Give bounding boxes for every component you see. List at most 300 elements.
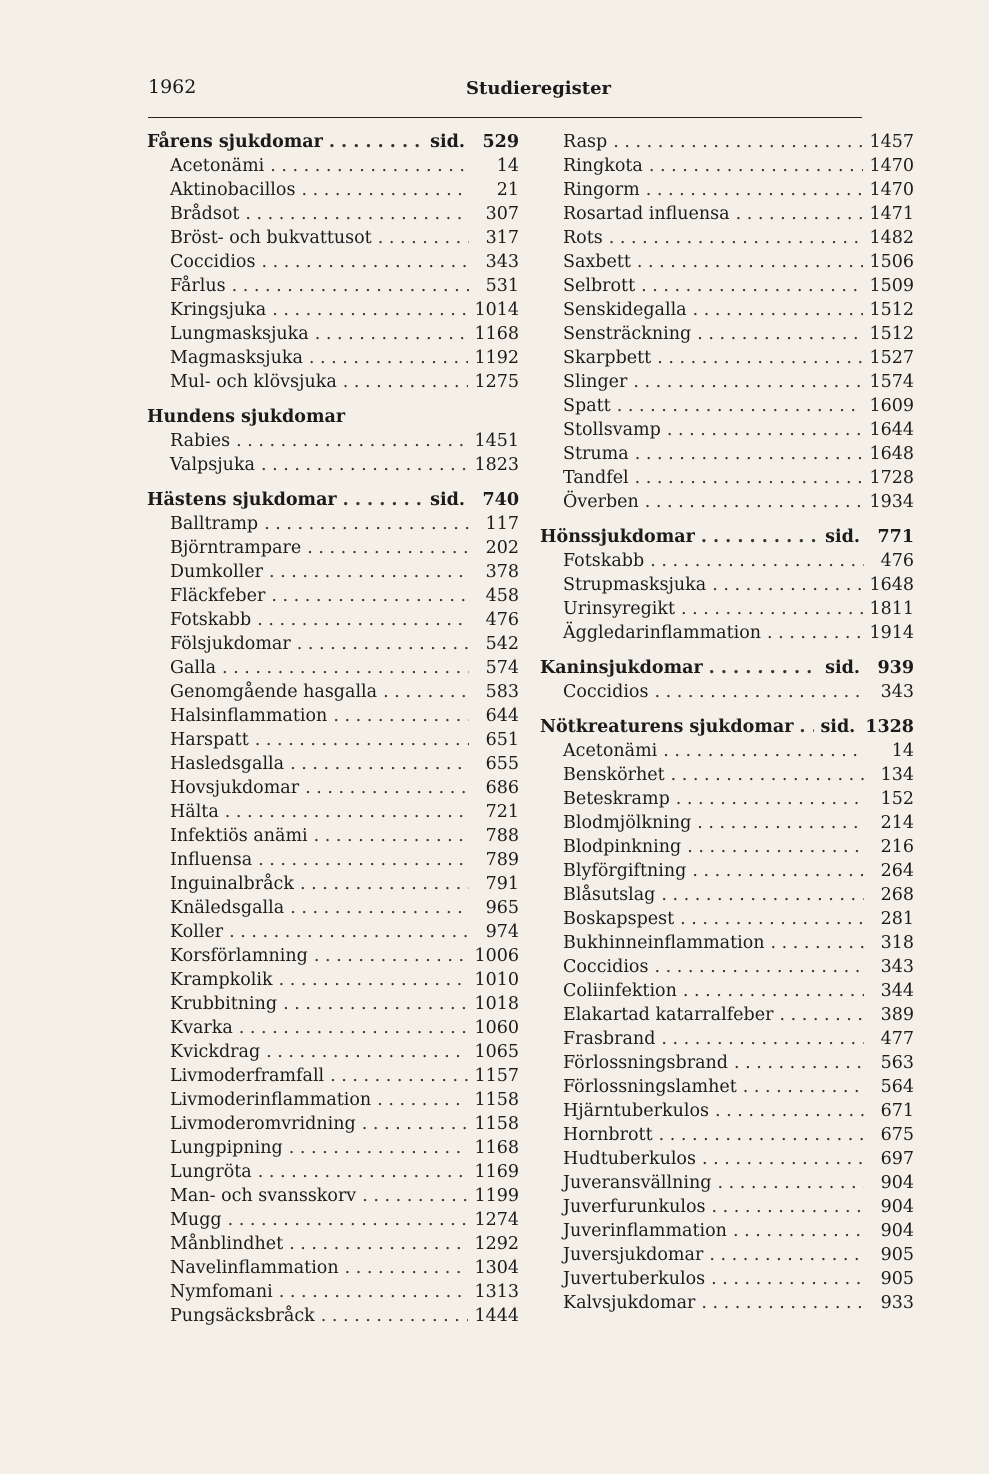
entry-page-number: 476 xyxy=(880,551,914,571)
index-entry xyxy=(147,202,519,226)
index-entry xyxy=(147,1136,519,1160)
entry-page-number: 1157 xyxy=(474,1066,519,1086)
index-entry xyxy=(540,1291,914,1315)
index-entry xyxy=(540,1147,914,1171)
dot-leader xyxy=(681,597,863,621)
index-entry xyxy=(147,1160,519,1184)
section-heading-hundens-sjukdomar xyxy=(147,405,519,429)
entry-page-number: 1158 xyxy=(474,1090,519,1110)
entry-page-number: 531 xyxy=(485,276,519,296)
entry-page-number: 1018 xyxy=(474,994,519,1014)
dot-leader xyxy=(261,453,468,477)
section-heading-hastens-sjukdomar xyxy=(147,488,519,512)
entry-page-number: 697 xyxy=(880,1149,914,1169)
entry-page-number: 1199 xyxy=(474,1186,519,1206)
entry-page-number: 1506 xyxy=(869,252,914,272)
dot-leader xyxy=(343,370,469,394)
entry-page-number: 152 xyxy=(880,789,914,809)
entry-label: Coliinfektion xyxy=(563,981,677,1001)
entry-label: Balltramp xyxy=(170,514,259,534)
entry-label: Inguinalbråck xyxy=(170,874,294,894)
entry-page-number: 1728 xyxy=(869,468,914,488)
index-section xyxy=(147,130,519,394)
index-entry xyxy=(147,848,519,872)
entry-label: Acetonämi xyxy=(563,741,658,761)
entry-label: Lungmasksjuka xyxy=(170,324,309,344)
entry-label: Krubbitning xyxy=(170,994,278,1014)
index-entry xyxy=(540,418,914,442)
entry-label: Coccidios xyxy=(170,252,256,272)
entry-label: Dumkoller xyxy=(170,562,263,582)
entry-label: Juversjukdomar xyxy=(563,1245,704,1265)
index-entry xyxy=(147,560,519,584)
index-entry xyxy=(147,968,519,992)
section-page-number: 529 xyxy=(482,132,519,152)
entry-label: Hasledsgalla xyxy=(170,754,285,774)
index-entry xyxy=(540,1219,914,1243)
entry-label: Blyförgiftning xyxy=(563,861,687,881)
entry-page-number: 1065 xyxy=(474,1042,519,1062)
dot-leader xyxy=(687,835,864,859)
entry-page-number: 904 xyxy=(880,1197,914,1217)
section-title: Hundens sjukdomar xyxy=(147,407,346,427)
dot-leader xyxy=(362,1184,468,1208)
index-entry xyxy=(147,872,519,896)
index-entry xyxy=(147,896,519,920)
dot-leader xyxy=(236,429,468,453)
dot-leader xyxy=(239,1016,469,1040)
dot-leader xyxy=(297,632,469,656)
index-entry xyxy=(147,250,519,274)
entry-page-number: 117 xyxy=(485,514,519,534)
dot-leader xyxy=(290,752,469,776)
entry-label: Skarpbett xyxy=(563,348,652,368)
entry-label: Överben xyxy=(563,492,639,512)
dot-leader xyxy=(261,250,469,274)
index-entry xyxy=(147,656,519,680)
entry-label: Livmoderframfall xyxy=(170,1066,325,1086)
dot-leader xyxy=(711,1267,864,1291)
dot-leader xyxy=(245,202,469,226)
entry-page-number: 651 xyxy=(485,730,519,750)
index-entry xyxy=(147,1088,519,1112)
entry-label: Selbrott xyxy=(563,276,636,296)
index-entry xyxy=(540,1099,914,1123)
sid-label: sid. xyxy=(430,132,465,152)
index-entry xyxy=(147,920,519,944)
entry-page-number: 1823 xyxy=(474,455,519,475)
index-entry xyxy=(540,442,914,466)
dot-leader xyxy=(232,274,469,298)
dot-leader xyxy=(743,1075,864,1099)
dot-leader xyxy=(271,584,469,608)
index-entry xyxy=(540,1267,914,1291)
index-column-right xyxy=(540,130,914,1326)
entry-label: Kvarka xyxy=(170,1018,233,1038)
index-entry xyxy=(540,1243,914,1267)
entry-label: Mul- och klövsjuka xyxy=(170,372,337,392)
entry-label: Bröst- och bukvattusot xyxy=(170,228,372,248)
entry-label: Livmoderomvridning xyxy=(170,1114,356,1134)
entry-label: Man- och svansskorv xyxy=(170,1186,357,1206)
entry-label: Pungsäcksbråck xyxy=(170,1306,315,1326)
index-entry xyxy=(147,1184,519,1208)
index-entry xyxy=(540,573,914,597)
index-entry xyxy=(540,811,914,835)
index-entry xyxy=(540,1171,914,1195)
entry-page-number: 1509 xyxy=(869,276,914,296)
entry-page-number: 1914 xyxy=(869,623,914,643)
dot-leader xyxy=(279,1280,469,1304)
index-section xyxy=(147,405,519,477)
dot-leader xyxy=(649,154,864,178)
dot-leader xyxy=(676,787,864,811)
dot-leader xyxy=(693,298,864,322)
entry-label: Coccidios xyxy=(563,682,649,702)
index-entry xyxy=(540,1075,914,1099)
entry-page-number: 655 xyxy=(485,754,519,774)
index-entry xyxy=(540,346,914,370)
entry-label: Hovsjukdomar xyxy=(170,778,300,798)
entry-label: Juveransvällning xyxy=(563,1173,712,1193)
dot-leader xyxy=(709,1243,864,1267)
dot-leader xyxy=(733,1219,864,1243)
index-entry xyxy=(540,835,914,859)
dot-leader xyxy=(736,202,864,226)
section-page-number: 939 xyxy=(877,658,914,678)
dot-leader xyxy=(345,1256,469,1280)
dot-leader xyxy=(709,656,819,680)
entry-label: Valpsjuka xyxy=(170,455,255,475)
section-heading-farens-sjukdomar xyxy=(147,130,519,154)
dot-leader xyxy=(315,322,469,346)
entry-label: Influensa xyxy=(170,850,253,870)
index-entry xyxy=(147,680,519,704)
entry-label: Infektiös anämi xyxy=(170,826,308,846)
entry-page-number: 1274 xyxy=(474,1210,519,1230)
entry-page-number: 789 xyxy=(485,850,519,870)
index-entry xyxy=(147,1208,519,1232)
index-entry xyxy=(147,429,519,453)
dot-leader xyxy=(290,896,469,920)
index-entry xyxy=(147,992,519,1016)
entry-label: Navelinflammation xyxy=(170,1258,339,1278)
entry-page-number: 458 xyxy=(485,586,519,606)
entry-page-number: 965 xyxy=(485,898,519,918)
entry-page-number: 343 xyxy=(880,957,914,977)
entry-label: Juverinflammation xyxy=(563,1221,727,1241)
dot-leader xyxy=(646,178,864,202)
dot-leader xyxy=(613,130,863,154)
section-title: Hönssjukdomar xyxy=(540,527,695,547)
entry-label: Frasbrand xyxy=(563,1029,656,1049)
entry-page-number: 1648 xyxy=(869,575,914,595)
index-section xyxy=(147,488,519,1328)
index-entry xyxy=(540,202,914,226)
entry-page-number: 1471 xyxy=(869,204,914,224)
index-entry xyxy=(147,800,519,824)
entry-label: Spatt xyxy=(563,396,611,416)
entry-page-number: 1644 xyxy=(869,420,914,440)
index-entry xyxy=(540,1003,914,1027)
entry-label: Knäledsgalla xyxy=(170,898,285,918)
entry-label: Elakartad katarralfeber xyxy=(563,1005,774,1025)
dot-leader xyxy=(717,1171,864,1195)
dot-leader xyxy=(222,656,469,680)
entry-page-number: 14 xyxy=(891,741,914,761)
entry-page-number: 721 xyxy=(485,802,519,822)
index-entry xyxy=(147,178,519,202)
section-page-number: 771 xyxy=(877,527,914,547)
index-entry xyxy=(540,250,914,274)
index-entry xyxy=(540,739,914,763)
entry-label: Krampkolik xyxy=(170,970,273,990)
dot-leader xyxy=(654,680,864,704)
index-entry xyxy=(540,226,914,250)
entry-page-number: 14 xyxy=(496,156,519,176)
dot-leader xyxy=(289,1232,468,1256)
dot-leader xyxy=(307,536,469,560)
entry-label: Coccidios xyxy=(563,957,649,977)
entry-page-number: 1158 xyxy=(474,1114,519,1134)
dot-leader xyxy=(635,466,864,490)
dot-leader xyxy=(329,130,424,154)
entry-page-number: 644 xyxy=(485,706,519,726)
index-entry xyxy=(147,776,519,800)
entry-label: Mugg xyxy=(170,1210,222,1230)
dot-leader xyxy=(362,1112,469,1136)
entry-label: Blodpinkning xyxy=(563,837,682,857)
entry-label: Fotskabb xyxy=(563,551,645,571)
section-title: Hästens sjukdomar xyxy=(147,490,337,510)
entry-page-number: 477 xyxy=(880,1029,914,1049)
index-entry xyxy=(147,944,519,968)
dot-leader xyxy=(734,1051,864,1075)
dot-leader xyxy=(683,979,864,1003)
entry-page-number: 307 xyxy=(485,204,519,224)
entry-label: Ringorm xyxy=(563,180,640,200)
entry-label: Acetonämi xyxy=(170,156,265,176)
page-header xyxy=(148,76,862,106)
index-entry xyxy=(147,1232,519,1256)
index-entry xyxy=(540,859,914,883)
entry-label: Lungpipning xyxy=(170,1138,283,1158)
entry-label: Nymfomani xyxy=(170,1282,273,1302)
entry-page-number: 904 xyxy=(880,1173,914,1193)
dot-leader xyxy=(343,488,425,512)
section-heading-honssjukdomar xyxy=(540,525,914,549)
entry-page-number: 1527 xyxy=(869,348,914,368)
entry-label: Tandfel xyxy=(563,468,629,488)
section-heading-kaninsjukdomar xyxy=(540,656,914,680)
entry-page-number: 378 xyxy=(485,562,519,582)
index-entry xyxy=(540,907,914,931)
index-section xyxy=(540,715,914,1315)
dot-leader xyxy=(257,608,469,632)
dot-leader xyxy=(301,178,469,202)
index-entry xyxy=(540,370,914,394)
dot-leader xyxy=(377,1088,468,1112)
entry-label: Benskörhet xyxy=(563,765,665,785)
dot-leader xyxy=(659,1123,864,1147)
dot-leader xyxy=(701,525,819,549)
index-entry xyxy=(147,512,519,536)
index-entry xyxy=(147,536,519,560)
entry-label: Blåsutslag xyxy=(563,885,656,905)
dot-leader xyxy=(715,1099,864,1123)
dot-leader xyxy=(701,1291,864,1315)
entry-label: Aktinobacillos xyxy=(170,180,296,200)
entry-page-number: 134 xyxy=(880,765,914,785)
dot-leader xyxy=(314,944,469,968)
section-title: Nötkreaturens sjukdomar xyxy=(540,717,794,737)
entry-page-number: 344 xyxy=(880,981,914,1001)
entry-label: Björntrampare xyxy=(170,538,302,558)
entry-page-number: 1168 xyxy=(474,324,519,344)
index-section xyxy=(540,656,914,704)
entry-label: Sensträckning xyxy=(563,324,692,344)
entry-label: Hjärntuberkulos xyxy=(563,1101,709,1121)
index-entry xyxy=(540,1051,914,1075)
index-entry xyxy=(147,1040,519,1064)
entry-page-number: 675 xyxy=(880,1125,914,1145)
dot-leader xyxy=(712,1195,864,1219)
dot-leader xyxy=(661,1027,864,1051)
index-entry xyxy=(540,549,914,573)
dot-leader xyxy=(609,226,864,250)
entry-label: Fläckfeber xyxy=(170,586,266,606)
index-entry xyxy=(540,1123,914,1147)
index-entry xyxy=(540,787,914,811)
entry-page-number: 1811 xyxy=(869,599,914,619)
dot-leader xyxy=(321,1304,469,1328)
dot-leader xyxy=(272,298,468,322)
entry-label: Halsinflammation xyxy=(170,706,328,726)
entry-page-number: 1169 xyxy=(474,1162,519,1182)
index-entry xyxy=(147,453,519,477)
section-title: Kaninsjukdomar xyxy=(540,658,703,678)
dot-leader xyxy=(270,154,469,178)
sid-label: sid. xyxy=(825,527,860,547)
entry-label: Fårlus xyxy=(170,276,226,296)
entry-page-number: 214 xyxy=(880,813,914,833)
entry-label: Struma xyxy=(563,444,629,464)
dot-leader xyxy=(633,370,863,394)
index-entry xyxy=(540,298,914,322)
entry-page-number: 686 xyxy=(485,778,519,798)
entry-label: Blodmjölkning xyxy=(563,813,692,833)
entry-label: Juvertuberkulos xyxy=(563,1269,706,1289)
dot-leader xyxy=(264,512,469,536)
entry-label: Saxbett xyxy=(563,252,631,272)
index-section xyxy=(540,525,914,645)
entry-label: Lungröta xyxy=(170,1162,252,1182)
dot-leader xyxy=(799,715,814,739)
index-entry xyxy=(147,154,519,178)
entry-label: Urinsyregikt xyxy=(563,599,676,619)
entry-label: Korsförlamning xyxy=(170,946,308,966)
dot-leader xyxy=(654,955,864,979)
running-title: Studieregister xyxy=(466,78,612,99)
entry-page-number: 1451 xyxy=(474,431,519,451)
entry-page-number: 1168 xyxy=(474,1138,519,1158)
index-entry xyxy=(147,274,519,298)
entry-page-number: 1512 xyxy=(869,300,914,320)
dot-leader xyxy=(617,394,864,418)
entry-label: Boskapspest xyxy=(563,909,675,929)
index-entry xyxy=(540,621,914,645)
dot-leader xyxy=(258,848,469,872)
entry-label: Beteskramp xyxy=(563,789,670,809)
dot-leader xyxy=(383,680,469,704)
index-entry xyxy=(540,178,914,202)
index-entry xyxy=(147,752,519,776)
entry-label: Stollsvamp xyxy=(563,420,661,440)
dot-leader xyxy=(702,1147,864,1171)
dot-leader xyxy=(771,931,864,955)
index-entry xyxy=(540,274,914,298)
index-entry xyxy=(147,370,519,394)
entry-label: Äggledarinflammation xyxy=(563,623,762,643)
entry-page-number: 1060 xyxy=(474,1018,519,1038)
entry-page-number: 1482 xyxy=(869,228,914,248)
dot-leader xyxy=(635,442,864,466)
entry-label: Hälta xyxy=(170,802,219,822)
index-entry xyxy=(540,154,914,178)
dot-leader xyxy=(767,621,863,645)
entry-page-number: 1006 xyxy=(474,946,519,966)
section-title: Fårens sjukdomar xyxy=(147,132,323,152)
index-entry xyxy=(540,931,914,955)
entry-label: Strupmasksjuka xyxy=(563,575,707,595)
dot-leader xyxy=(663,739,864,763)
index-entry xyxy=(147,704,519,728)
entry-page-number: 933 xyxy=(880,1293,914,1313)
entry-label: Förlossningslamhet xyxy=(563,1077,737,1097)
entry-page-number: 389 xyxy=(880,1005,914,1025)
dot-leader xyxy=(641,274,863,298)
entry-page-number: 671 xyxy=(880,1101,914,1121)
entry-page-number: 1275 xyxy=(474,372,519,392)
index-column-left xyxy=(147,130,519,1339)
entry-page-number: 1304 xyxy=(474,1258,519,1278)
entry-page-number: 318 xyxy=(880,933,914,953)
entry-label: Fölsjukdomar xyxy=(170,634,291,654)
dot-leader xyxy=(650,549,864,573)
entry-label: Galla xyxy=(170,658,217,678)
dot-leader xyxy=(289,1136,469,1160)
entry-page-number: 1470 xyxy=(869,156,914,176)
index-entry xyxy=(540,130,914,154)
index-entry xyxy=(147,1304,519,1328)
index-entry xyxy=(540,1027,914,1051)
entry-page-number: 542 xyxy=(485,634,519,654)
dot-leader xyxy=(309,346,469,370)
dot-leader xyxy=(661,883,864,907)
entry-label: Rasp xyxy=(563,132,608,152)
index-entry xyxy=(540,979,914,1003)
entry-label: Kvickdrag xyxy=(170,1042,261,1062)
entry-label: Slinger xyxy=(563,372,628,392)
section-heading-notkreaturens-sjukdomar xyxy=(540,715,914,739)
dot-leader xyxy=(225,800,469,824)
entry-page-number: 1457 xyxy=(869,132,914,152)
entry-page-number: 1648 xyxy=(869,444,914,464)
entry-page-number: 476 xyxy=(485,610,519,630)
dot-leader xyxy=(667,418,864,442)
entry-label: Månblindhet xyxy=(170,1234,284,1254)
entry-label: Hudtuberkulos xyxy=(563,1149,696,1169)
